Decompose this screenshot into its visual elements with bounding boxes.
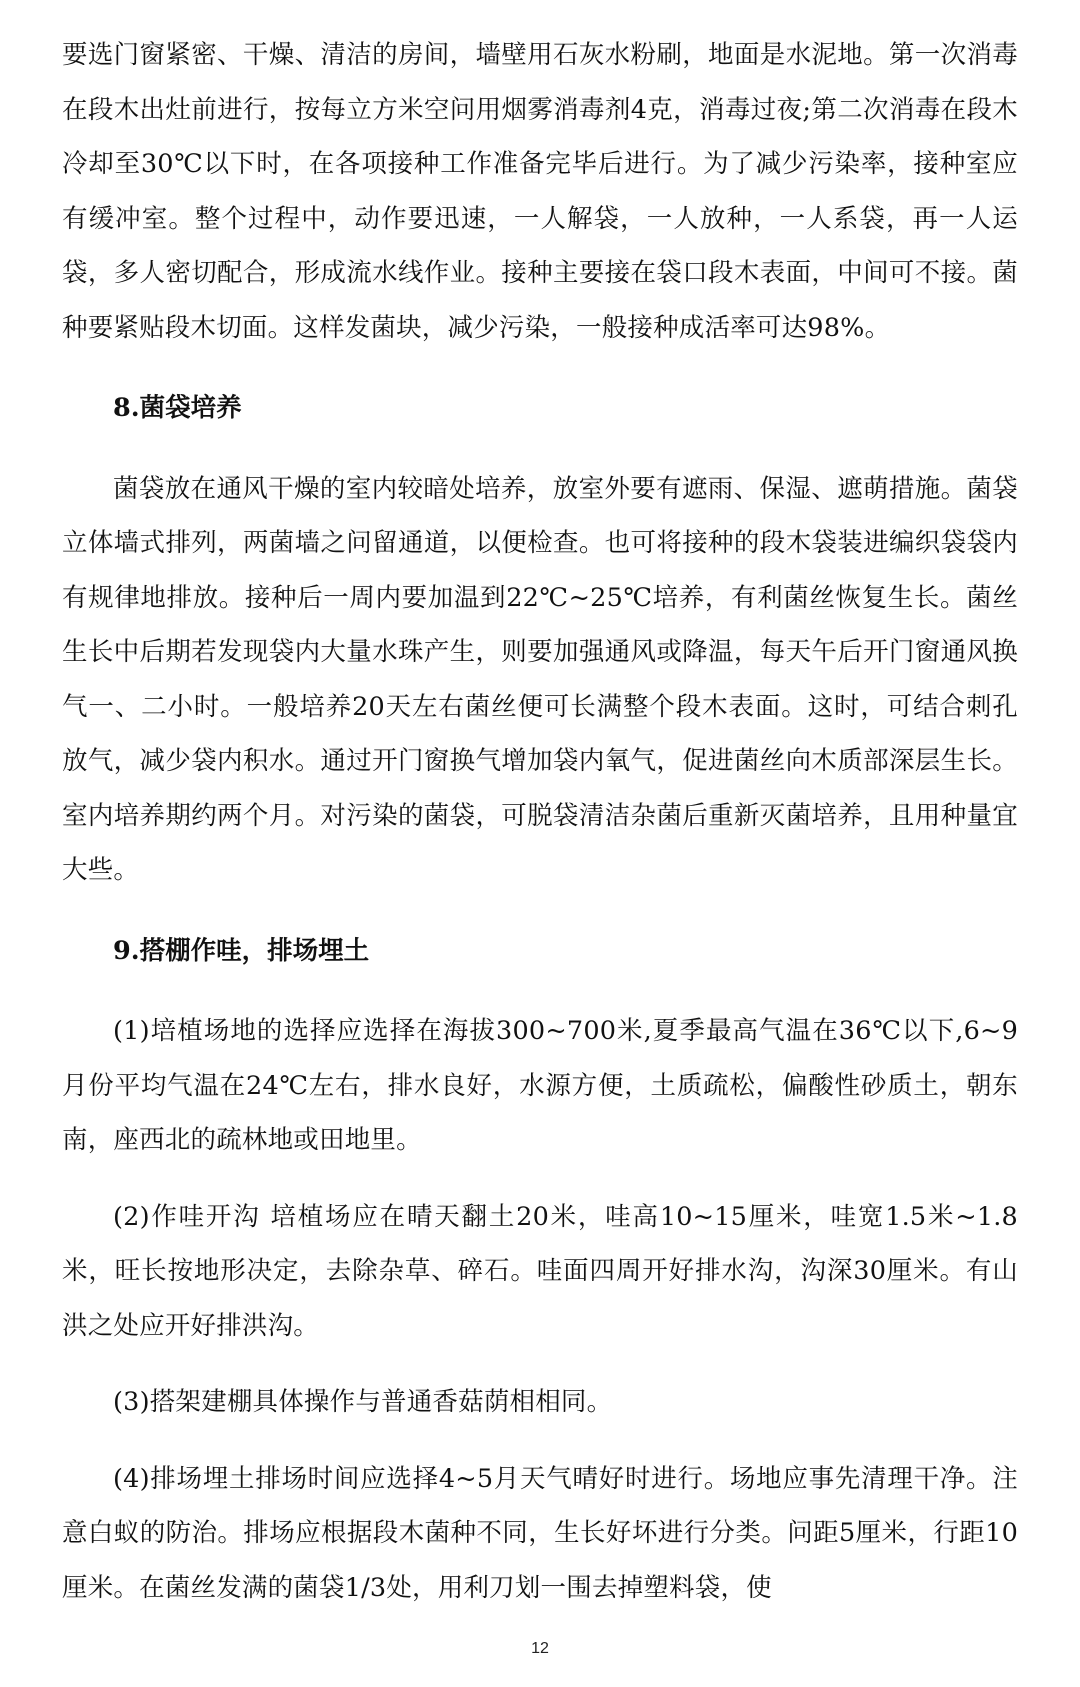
paragraph-site-selection: (1)培植场地的选择应选择在海拔300~700米,夏季最高气温在36℃以下,6~9月份平均气温在24℃左右，排水良好，水源方便，土质疏松，偏酸性砂质土，朝东南，座西北的疏林地或田地里。	[62, 1016, 1018, 1155]
section-heading-shed-building: 9.搭棚作哇，排场埋土	[113, 935, 370, 966]
paragraph-arrangement-burial: (4)排场埋土排场时间应选择4~5月天气晴好时进行。场地应事先清理干净。注意白蚁的防治。排场应根据段木菌种不同，生长好坏进行分类。问距5厘米，行距10厘米。在菌丝发满的菌袋1/3处，用利刀划一围去掉塑料袋，使	[62, 1463, 1018, 1603]
paragraph-shed-construction: (3)搭架建棚具体操作与普通香菇荫相相同。	[113, 1387, 613, 1417]
page-number: 12	[531, 1640, 549, 1657]
paragraph-inoculation-room: 要选门窗紧密、干燥、清洁的房间，墙壁用石灰水粉刷，地面是水泥地。第一次消毒在段木出灶前进行，按每立方米空问用烟雾消毒剂4克，消毒过夜;第二次消毒在段木冷却至30℃以下时，在各项接种工作准备完毕后进行。为了减少污染率，接种室应有缓冲室。整个过程中，动作要迅速，一人解袋，一人放种，一人系袋，再一人运袋，多人密切配合，形成流水线作业。接种主要接在袋口段木表面，中间可不接。菌种要紧贴段木切面。这样发菌块，减少污染，一般接种成活率可达98%。	[62, 40, 1018, 343]
paragraph-bag-cultivation: 菌袋放在通风干燥的室内较暗处培养，放室外要有遮雨、保湿、遮萌措施。菌袋立体墙式排列，两菌墙之问留通道，以便检查。也可将接种的段木袋装进编织袋袋内有规律地排放。接种后一周内要加温到22℃~25℃培养，有利菌丝恢复生长。菌丝生长中后期若发现袋内大量水珠产生，则要加强通风或降温，每天午后开门窗通风换气一、二小时。一般培养20天左右菌丝便可长满整个段木表面。这时，可结合刺孔放气，减少袋内积水。通过开门窗换气增加袋内氧气，促进菌丝向木质部深层生长。室内培养期约两个月。对污染的菌袋，可脱袋清洁杂菌后重新灭菌培养，且用种量宜大些。	[62, 473, 1018, 885]
section-heading-bag-cultivation: 8.菌袋培养	[113, 393, 242, 423]
paragraph-ridge-ditch: (2)作哇开沟 培植场应在晴天翻土20米，哇高10~15厘米，哇宽1.5米~1.8米，旺长按地形决定，去除杂草、碎石。哇面四周开好排水沟，沟深30厘米。有山洪之处应开好排洪沟。	[62, 1201, 1018, 1341]
